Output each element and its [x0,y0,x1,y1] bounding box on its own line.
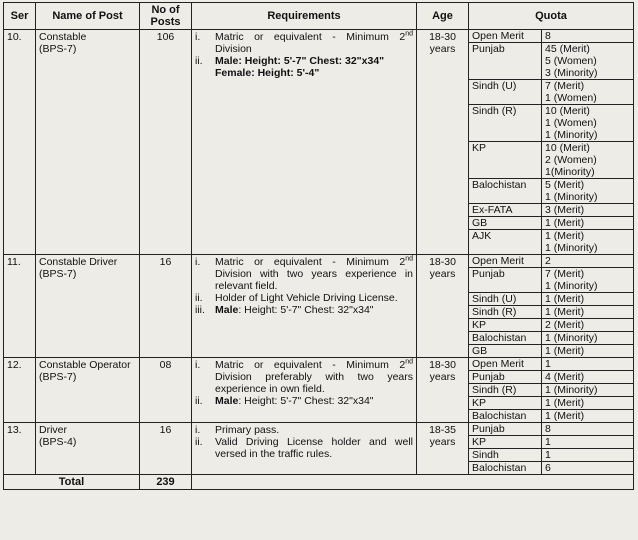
quota-region: Sindh (R) [469,105,542,142]
posts-count-cell: 16 [140,423,192,475]
ser-cell: 10. [4,30,36,255]
quota-row [469,306,633,319]
quota-region: Open Merit [469,30,542,43]
post-name: Constable Operator [39,359,131,371]
requirement-number: ii. [195,55,203,67]
quota-value: 3 (Minority) [545,67,598,79]
quota-values [542,105,634,142]
requirements-list [195,31,413,79]
table-row [4,358,634,423]
total-row [4,475,634,490]
quota-values [542,319,634,332]
quota-value: 7 (Merit) [545,80,585,92]
quota-value: 1 (Minority) [545,280,598,292]
quota-region: GB [469,217,542,230]
quota-region: Open Merit [469,358,542,371]
quota-row [469,30,633,43]
requirement-text-part: Division [215,43,252,55]
quota-region: Balochistan [469,332,542,345]
requirement-item [195,424,413,436]
quota-value: 4 (Merit) [545,371,585,383]
quota-value: 1 [545,358,551,370]
requirements-list [195,424,413,460]
post-bps: (BPS-7) [39,371,77,383]
quota-table [469,255,633,357]
header-ser: Ser [4,3,36,30]
requirement-text [215,359,413,395]
post-name: Constable [39,31,87,43]
requirement-text [215,436,413,460]
quota-region: Punjab [469,43,542,80]
requirement-item [195,436,413,460]
ser-cell: 12. [4,358,36,423]
requirements-cell [192,423,417,475]
quota-region: KP [469,319,542,332]
quota-region: AJK [469,230,542,255]
quota-value: 10 (Merit) [545,105,590,117]
quota-row [469,319,633,332]
quota-row [469,142,633,179]
quota-row [469,462,633,475]
requirement-item [195,292,413,304]
quota-region: Sindh (U) [469,293,542,306]
quota-value: 1 (Minority) [545,332,598,344]
requirement-text [215,67,413,79]
quota-value: 1 (Minority) [545,384,598,396]
requirement-item [195,359,413,395]
age-cell: 18-35 years [417,423,469,475]
quota-values [542,397,634,410]
ordinal-suffix: nd [405,358,413,366]
requirements-list [195,256,413,316]
quota-region: Punjab [469,268,542,293]
requirements-cell [192,30,417,255]
header-row [4,3,634,30]
quota-region: Balochistan [469,410,542,423]
table-row [4,255,634,358]
total-label: Total [4,475,140,490]
quota-value: 6 [545,462,551,474]
quota-row [469,105,633,142]
requirement-text [215,424,413,436]
requirement-text-part: Division with two years experience in relevant field. [215,268,413,292]
requirement-text-part: Male [215,395,239,407]
quota-table [469,358,633,422]
header-name: Name of Post [36,3,140,30]
quota-row [469,345,633,358]
post-name: Driver [39,424,67,436]
quota-region: Sindh [469,449,542,462]
header-posts: No of Posts [140,3,192,30]
post-name-cell [36,30,140,255]
requirement-text-part: : Height: 5'-7" Chest: 32"x34" [238,55,385,67]
table-row [4,423,634,475]
quota-values [542,30,634,43]
quota-values [542,179,634,204]
requirement-item [195,67,413,79]
quota-value: 1 (Women) [545,117,597,129]
quota-cell [469,30,634,255]
quota-region: KP [469,397,542,410]
quota-value: 2 (Women) [545,154,597,166]
requirement-text-part: Valid Driving License holder and well versed in the traffic rules. [215,436,413,460]
quota-region: Sindh (U) [469,80,542,105]
quota-values [542,142,634,179]
requirement-number [195,67,215,79]
requirement-text [215,292,413,304]
requirement-text [215,395,413,407]
post-bps: (BPS-4) [39,436,77,448]
quota-value: 45 (Merit) [545,43,590,55]
quota-values [542,371,634,384]
quota-value: 10 (Merit) [545,142,590,154]
quota-value: 1 (Merit) [545,410,585,422]
requirement-item [195,55,413,67]
requirement-text [215,304,413,316]
quota-value: 1 (Merit) [545,306,585,318]
requirement-text-part: : Height: 5'-7" Chest: 32"x34" [238,395,374,407]
quota-cell [469,255,634,358]
ordinal-suffix: nd [405,255,413,263]
quota-values [542,230,634,255]
quota-values [542,462,634,475]
age-cell: 18-30 years [417,358,469,423]
requirement-text-part: Matric or equivalent - Minimum 2 [215,31,406,43]
requirement-text-part: Matric or equivalent - Minimum 2 [215,256,406,268]
quota-row [469,80,633,105]
quota-values [542,449,634,462]
post-name-cell [36,358,140,423]
quota-row [469,397,633,410]
requirement-text-part: Division preferably with two years experience in own field. [215,371,413,395]
ser-cell: 13. [4,423,36,475]
header-quota: Quota [469,3,634,30]
quota-values [542,268,634,293]
quota-value: 8 [545,30,551,42]
quota-region: Balochistan [469,462,542,475]
header-age: Age [417,3,469,30]
quota-value: 7 (Merit) [545,268,585,280]
requirement-number: i. [195,424,201,436]
total-value: 239 [140,475,192,490]
quota-values [542,436,634,449]
quota-value: 1 (Minority) [545,242,598,254]
quota-value: 3 (Merit) [545,204,585,216]
quota-region: KP [469,142,542,179]
requirement-number: ii. [195,292,203,304]
quota-row [469,204,633,217]
quota-value: 1 (Minority) [545,129,598,141]
quota-values [542,358,634,371]
post-name-cell [36,255,140,358]
requirement-text-part: : Height: 5'-7" Chest: 32"x34" [238,304,374,316]
post-name-cell [36,423,140,475]
quota-table [469,423,633,474]
requirement-number: i. [195,31,201,43]
quota-value: 1 [545,449,551,461]
quota-value: 2 (Merit) [545,319,585,331]
quota-region: Sindh (R) [469,384,542,397]
quota-row [469,217,633,230]
quota-values [542,204,634,217]
requirement-number: i. [195,256,201,268]
quota-values [542,80,634,105]
quota-region: GB [469,345,542,358]
quota-row [469,384,633,397]
quota-value: 1 (Merit) [545,397,585,409]
quota-value: 1(Minority) [545,166,595,178]
quota-value: 1 (Merit) [545,217,585,229]
quota-row [469,410,633,423]
quota-value: 1 (Merit) [545,230,585,242]
quota-values [542,410,634,423]
requirement-number: ii. [195,395,203,407]
requirement-text-part: : Height: 5'-4" [251,67,320,79]
requirement-text-part: Female [215,67,252,79]
quota-values [542,306,634,319]
quota-value: 8 [545,423,551,435]
ser-cell: 11. [4,255,36,358]
quota-region: Balochistan [469,179,542,204]
quota-row [469,293,633,306]
quota-row [469,371,633,384]
quota-value: 2 [545,255,551,267]
requirement-item [195,304,413,316]
quota-values [542,217,634,230]
total-empty [192,475,634,490]
quota-row [469,179,633,204]
requirement-item [195,31,413,55]
quota-cell [469,358,634,423]
quota-region: KP [469,436,542,449]
quota-row [469,449,633,462]
requirement-number: ii. [195,436,203,448]
requirement-item [195,256,413,292]
requirements-list [195,359,413,407]
quota-values [542,384,634,397]
requirement-text-part: Male [215,55,239,67]
quota-row [469,423,633,436]
requirements-cell [192,255,417,358]
requirement-text [215,31,413,55]
quota-row [469,358,633,371]
post-bps: (BPS-7) [39,43,77,55]
requirement-text-part: Male [215,304,239,316]
quota-region: Sindh (R) [469,306,542,319]
quota-row [469,436,633,449]
quota-values [542,332,634,345]
quota-value: 5 (Merit) [545,179,585,191]
quota-region: Punjab [469,371,542,384]
quota-row [469,230,633,255]
posts-count-cell: 16 [140,255,192,358]
quota-row [469,332,633,345]
quota-values [542,345,634,358]
quota-row [469,255,633,268]
quota-row [469,43,633,80]
quota-value: 1 [545,436,551,448]
age-cell: 18-30 years [417,255,469,358]
age-cell: 18-30 years [417,30,469,255]
quota-value: 1 (Merit) [545,345,585,357]
quota-value: 1 (Women) [545,92,597,104]
requirement-number: iii. [195,304,205,316]
posts-count-cell: 106 [140,30,192,255]
quota-values [542,255,634,268]
requirement-text [215,55,413,67]
requirement-text-part: Matric or equivalent - Minimum 2 [215,359,406,371]
requirement-item [195,395,413,407]
quota-value: 1 (Merit) [545,293,585,305]
table-row [4,30,634,255]
posts-count-cell: 08 [140,358,192,423]
quota-values [542,43,634,80]
quota-region: Punjab [469,423,542,436]
requirement-text-part: Primary pass. [215,424,280,436]
quota-value: 5 (Women) [545,55,597,67]
quota-values [542,293,634,306]
post-name: Constable Driver [39,256,118,268]
requirement-number: i. [195,359,201,371]
quota-cell [469,423,634,475]
posts-table [3,2,634,490]
quota-row [469,268,633,293]
header-requirements: Requirements [192,3,417,30]
post-bps: (BPS-7) [39,268,77,280]
quota-region: Ex-FATA [469,204,542,217]
ordinal-suffix: nd [405,30,413,38]
requirements-cell [192,358,417,423]
quota-value: 1 (Minority) [545,191,598,203]
quota-values [542,423,634,436]
quota-region: Open Merit [469,255,542,268]
requirement-text-part: Holder of Light Vehicle Driving License. [215,292,398,304]
quota-table [469,30,633,254]
requirement-text [215,256,413,292]
